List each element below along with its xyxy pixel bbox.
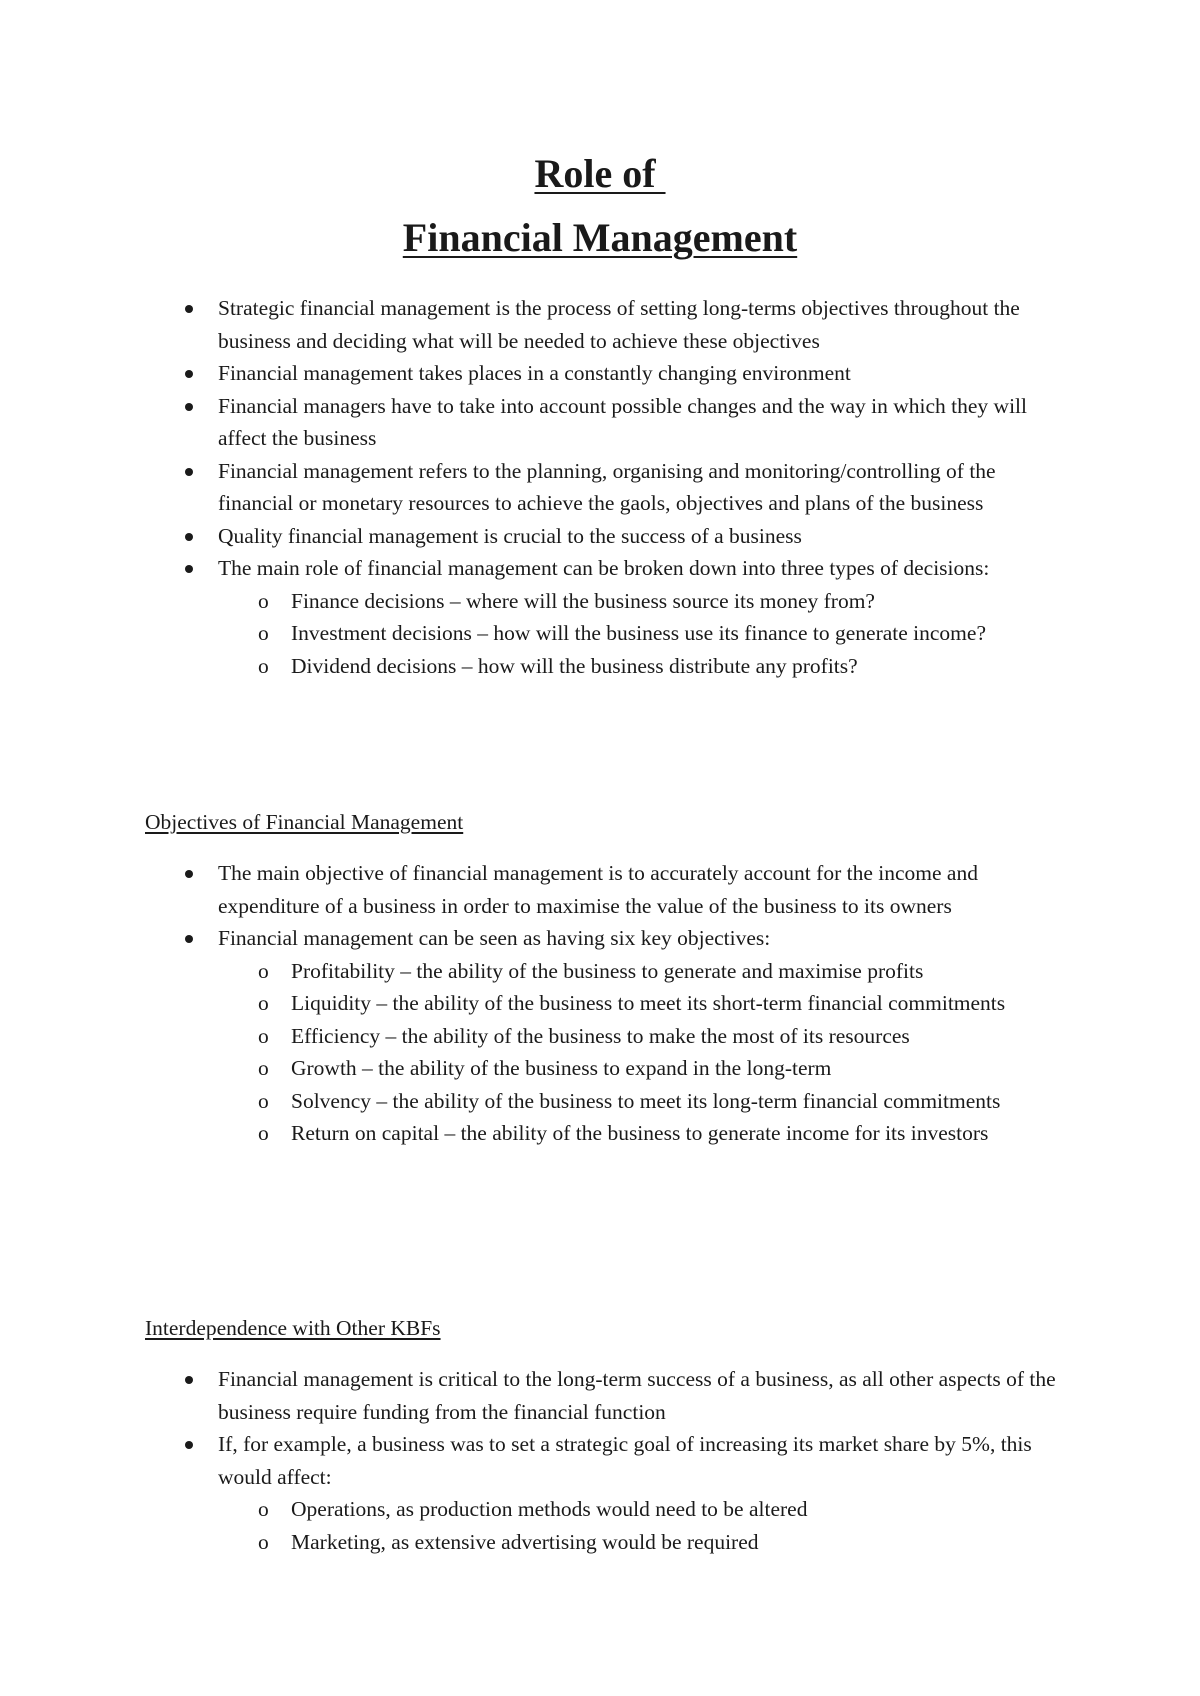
sublist-item-text: Marketing, as extensive advertising would be required bbox=[291, 1529, 759, 1554]
list-item bbox=[145, 922, 1075, 1150]
circle-bullet-icon: o bbox=[258, 1088, 269, 1113]
list-item bbox=[145, 390, 1075, 455]
sublist-item-text: Growth – the ability of the business to expand in the long-term bbox=[291, 1056, 832, 1080]
bullet-icon bbox=[185, 1376, 193, 1384]
sublist-item-text: Liquidity – the ability of the business to meet its short-term financial commitments bbox=[291, 991, 1006, 1015]
circle-bullet-icon: o bbox=[258, 653, 269, 678]
sublist-item bbox=[145, 650, 1075, 683]
list-item-text: Financial management takes places in a constantly changing environment bbox=[218, 361, 851, 385]
key-objectives-sublist bbox=[145, 955, 1075, 1150]
circle-bullet-icon: o bbox=[258, 958, 269, 983]
circle-bullet-icon: o bbox=[258, 588, 269, 613]
list-item-text: Financial management refers to the planning, organising and monitoring/controlling of the financial or monetary resources to achieve the gaols, objectives and plans of the business bbox=[218, 458, 996, 515]
circle-bullet-icon: o bbox=[258, 1121, 269, 1145]
sublist-item bbox=[145, 1085, 1075, 1118]
document-title-line-2: Financial Management bbox=[402, 215, 798, 260]
sublist-item bbox=[145, 1052, 1075, 1085]
list-item bbox=[145, 292, 1075, 357]
role-bullet-list bbox=[145, 292, 1075, 682]
list-item-text: Financial managers have to take into account possible changes and the way in which they will affect the business bbox=[218, 393, 1028, 450]
bullet-icon bbox=[185, 533, 193, 541]
list-item-text: Strategic financial management is the process of setting long-terms objectives throughout the business and deciding what will be needed to achieve these objectives bbox=[218, 296, 1020, 353]
list-item bbox=[145, 857, 1075, 922]
sublist-item-text: Profitability – the ability of the business to generate and maximise profits bbox=[291, 958, 924, 983]
circle-bullet-icon: o bbox=[258, 1497, 269, 1521]
sublist-item bbox=[145, 1020, 1075, 1053]
sublist-item bbox=[145, 585, 1075, 618]
list-item bbox=[145, 1363, 1075, 1428]
circle-bullet-icon: o bbox=[258, 621, 269, 645]
section-heading-objectives: Objectives of Financial Management bbox=[145, 810, 464, 834]
circle-bullet-icon: o bbox=[258, 991, 269, 1015]
bullet-icon bbox=[185, 305, 193, 313]
section-heading-interdependence: Interdependence with Other KBFs bbox=[145, 1316, 441, 1340]
sublist-item bbox=[145, 955, 1075, 988]
circle-bullet-icon: o bbox=[258, 1023, 269, 1048]
objectives-bullet-list bbox=[145, 857, 1075, 1150]
sublist-item bbox=[145, 1117, 1075, 1150]
decision-types-sublist bbox=[145, 585, 1075, 683]
sublist-item-text: Operations, as production methods would need to be altered bbox=[291, 1497, 808, 1521]
bullet-icon bbox=[185, 565, 193, 573]
list-item bbox=[145, 520, 1075, 553]
sublist-item bbox=[145, 1493, 1075, 1526]
list-item-text: The main objective of financial management is to accurately account for the income and expenditure of a business in order to maximise the value of the business to its owners bbox=[218, 861, 978, 918]
bullet-icon bbox=[185, 870, 193, 878]
list-item bbox=[145, 1428, 1075, 1558]
list-item-text: Financial management can be seen as having six key objectives: bbox=[218, 926, 771, 950]
sublist-item-text: Dividend decisions – how will the business distribute any profits? bbox=[291, 653, 858, 678]
circle-bullet-icon: o bbox=[258, 1056, 269, 1080]
circle-bullet-icon: o bbox=[258, 1529, 269, 1554]
bullet-icon bbox=[185, 935, 193, 943]
list-item bbox=[145, 357, 1075, 390]
document-title-line-1: Role of bbox=[534, 151, 666, 196]
sublist-item-text: Efficiency – the ability of the business to make the most of its resources bbox=[291, 1023, 910, 1048]
sublist-item-text: Investment decisions – how will the business use its finance to generate income? bbox=[291, 621, 986, 645]
list-item-text: Quality financial management is crucial to the success of a business bbox=[218, 523, 802, 548]
list-item-text: If, for example, a business was to set a strategic goal of increasing its market share by 5%, this would affect: bbox=[218, 1432, 1032, 1489]
sublist-item bbox=[145, 617, 1075, 650]
sublist-item bbox=[145, 1526, 1075, 1559]
bullet-icon bbox=[185, 370, 193, 378]
list-item bbox=[145, 552, 1075, 682]
sublist-item-text: Solvency – the ability of the business to meet its long-term financial commitments bbox=[291, 1088, 1001, 1113]
list-item bbox=[145, 455, 1075, 520]
sublist-item-text: Finance decisions – where will the business source its money from? bbox=[291, 588, 875, 613]
bullet-icon bbox=[185, 468, 193, 476]
sublist-item-text: Return on capital – the ability of the business to generate income for its investors bbox=[291, 1121, 989, 1145]
sublist-item bbox=[145, 987, 1075, 1020]
bullet-icon bbox=[185, 1441, 193, 1449]
affected-functions-sublist bbox=[145, 1493, 1075, 1558]
list-item-text: Financial management is critical to the long-term success of a business, as all other aspects of the business require funding from the financial function bbox=[218, 1367, 1056, 1424]
bullet-icon bbox=[185, 403, 193, 411]
list-item-text: The main role of financial management can be broken down into three types of decisions: bbox=[218, 556, 990, 580]
interdependence-bullet-list bbox=[145, 1363, 1075, 1558]
